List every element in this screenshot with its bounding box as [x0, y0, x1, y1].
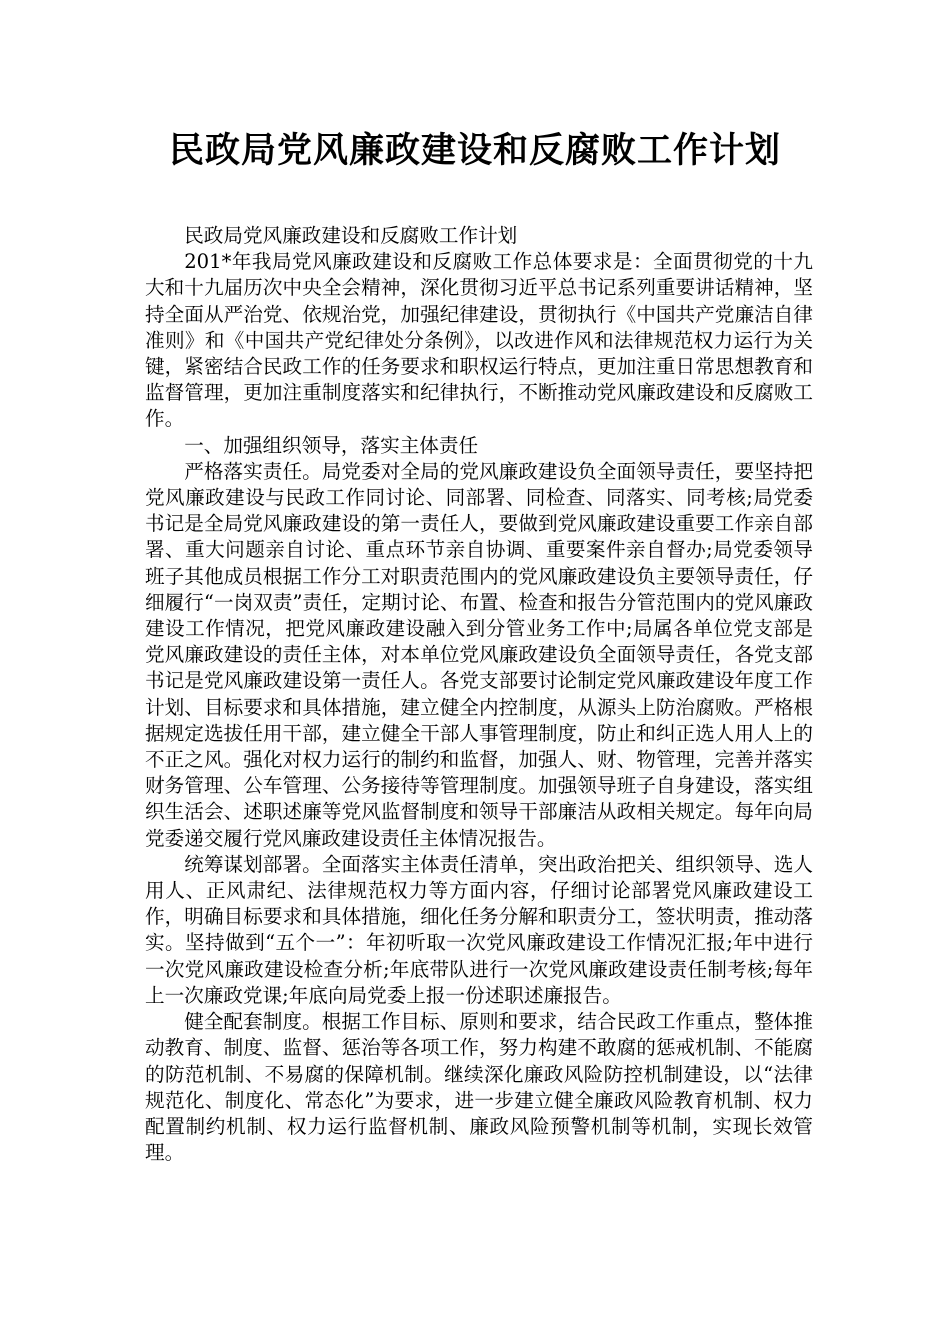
- section-heading-1: 一、加强组织领导，落实主体责任: [184, 433, 479, 457]
- document-body: [145, 223, 813, 1166]
- paragraph-overall-planning: 统筹谋划部署。全面落实主体责任清单，突出政治把关、组织领导、选人用人、正风肃纪、法律规范权力等方面内容，仔细讨论部署党风廉政建设工作，明确目标要求和具体措施，细化任务分解和职责分工，签状明责，推动落实。坚持做到“五个一”：年初听取一次党风廉政建设工作情况汇报;年中进行一次党风廉政建设检查分析;年底带队进行一次党风廉政建设责任制考核;每年上一次廉政党课;年底向局党委上报一份述职述廉报告。: [145, 852, 813, 1007]
- paragraph-subtitle: 民政局党风廉政建设和反腐败工作计划: [184, 224, 518, 247]
- paragraph-overall-requirements: 201*年我局党风廉政建设和反腐败工作总体要求是：全面贯彻党的十九大和十九届历次中央全会精神，深化贯彻习近平总书记系列重要讲话精神，坚持全面从严治党、依规治党，加强纪律建设，贯彻执行《中国共产党廉洁自律准则》和《中国共产党纪律处分条例》，以改进作风和法律规范权力运行为关键，紧密结合民政工作的任务要求和职权运行特点，更加注重日常思想教育和监督管理，更加注重制度落实和纪律执行，不断推动党风廉政建设和反腐败工作。: [145, 250, 813, 431]
- document-title: 民政局党风廉政建设和反腐败工作计划: [168, 131, 781, 171]
- paragraph-supporting-systems: 健全配套制度。根据工作目标、原则和要求，结合民政工作重点，整体推动教育、制度、监督、惩治等各项工作，努力构建不敢腐的惩戒机制、不能腐的防范机制、不易腐的保障机制。继续深化廉政风险防控机制建设，以“法律规范化、制度化、常态化”为要求，进一步建立健全廉政风险教育机制、权力配置制约机制、权力运行监督机制、廉政风险预警机制等机制，实现长效管理。: [145, 1010, 813, 1165]
- paragraph-strict-responsibility: 严格落实责任。局党委对全局的党风廉政建设负全面领导责任，要坚持把党风廉政建设与民政工作同讨论、同部署、同检查、同落实、同考核;局党委书记是全局党风廉政建设的第一责任人，要做到党风廉政建设重要工作亲自部署、重大问题亲自讨论、重点环节亲自协调、重要案件亲自督办;局党委领导班子其他成员根据工作分工对职责范围内的党风廉政建设负主要领导责任，仔细履行“一岗双责”责任，定期讨论、布置、检查和报告分管范围内的党风廉政建设工作情况，把党风廉政建设融入到分管业务工作中;局属各单位党支部是党风廉政建设的责任主体，对本单位党风廉政建设负全面领导责任，各党支部书记是党风廉政建设第一责任人。各党支部要讨论制定党风廉政建设年度工作计划、目标要求和具体措施，建立健全内控制度，从源头上防治腐败。严格根据规定选拔任用干部，建立健全干部人事管理制度，防止和纠正选人用人上的不正之风。强化对权力运行的制约和监督，加强人、财、物管理，完善并落实财务管理、公车管理、公务接待等管理制度。加强领导班子自身建设，落实组织生活会、述职述廉等党风监督制度和领导干部廉洁从政相关规定。每年向局党委递交履行党风廉政建设责任主体情况报告。: [145, 459, 813, 850]
